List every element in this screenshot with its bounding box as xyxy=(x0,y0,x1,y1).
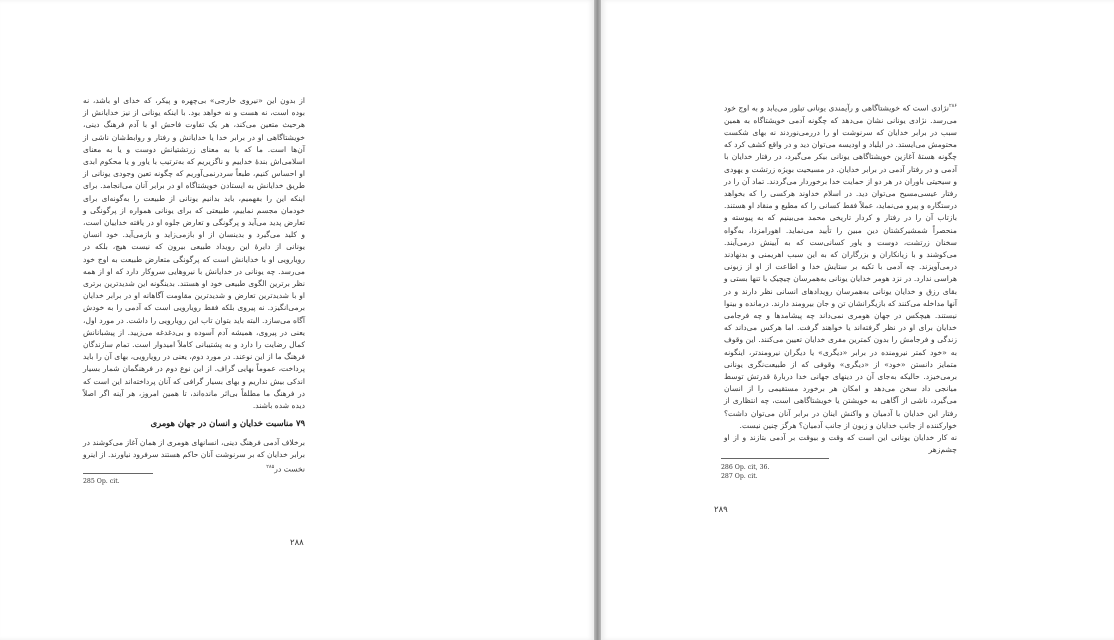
footnote-divider-right xyxy=(721,458,829,459)
footnote-287: 287 Op. cit. xyxy=(721,473,758,480)
footnote-ref-285: ۲۸۵ xyxy=(266,464,275,471)
right-paragraph-last-line: نه کار خدایان یونانی این است که وقت و بیوقت بر آدمی بتازند و از او چشم‌زهر xyxy=(724,433,957,455)
left-paragraph-1-text: از بدون این «نیروی خارجی» بی‌چهره و پیکر، که خدای او باشد، نه بوده است، نه هست و نه خواهد بود. با اینکه یونانی از نیز خدایانش از هرحیث متعین می‌کند، هر یک تفاوت فاحش او با آدم فرهنگ دینی، خویشتاگاهی او در برابر خدا یا خدایانش و رفتار و روابط‌شان ناشی از آن‌ها است. ما که با به معنای زرتشتیانش دوست و یا به معنای اسلامی‌اش بندهٔ خداییم و ناگزیریم که به‌ترتیب با یاور و یا محکوم ابدی او احساس کنیم، طبعاً سردرنمی‌آوریم که چگونه تعین وجودی یونانی از طریق خدایانش به ایستادن خویشتاگاه او در برابر آنان می‌انجامد. برای اینکه این را بفهمیم، باید بدانیم یونانی از طبیعت را به‌گونه‌ای برای خودمان مجسم نماییم، طبیعتی که برای یونانی همواره از پرگونگی و تعارض پدید می‌آید و پرگونگی و تعارض جلوه او در یافته خداییان است، و کلید می‌گیرد و بدینسان از او بازمی‌زاید و بازمی‌آید. خود انسان یونانی از دایرهٔ این رویداد طبیعی بیرون که نیست هیچ، بلکه در رویارویی او با خدایانش است که پرگونگی متعارض طبیعت به اوج خود می‌رسد. چه یونانی در خدایانش با نیروهایی سروکار دارد که او از همه نظر برترین الگوی طبیعی خود او هستند. بدینگونه این شدیدترین برتری او با شدیدترین تعارض و شدیدترین مقاومت آگاهانه او در برابر خدایان برمی‌انگیزد. نه پیروی بلکه فقط رویارویی است که آدمی را به خودش آگاه می‌سازد. البته باید بتوان تاب این رویارویی را داشت. در مورد اول، یعنی در پیروی، همیشه آدم آسوده و بی‌دغدغه می‌زیید. از پیشبانانش کمال رضایت را دارد و به پشتیبانی کاملاً امیدوار است. تمام سازندگان فرهنگ ما از این نوعند. در مورد دوم، یعنی در رویارویی، بهای آن را باید پرداخت، عموماً بهایی گراف. از این نوع دوم در فرهنگمان شمار بسیار اندکی بیش نداریم و بهای بسیار گرافی که آنان پرداخته‌اند این است که در فرهنگ ما مطلقاً بی‌اثر مانده‌اند، تا همین امروز، هر آینه اگر اصلاً دیده شده باشند. xyxy=(83,96,305,411)
section-heading: ۷۹ مناسبت خدایان و انسان در جهان هومری xyxy=(150,418,305,428)
book-gutter xyxy=(594,0,601,640)
right-paragraph-text: $^{۲۸۶}$نژادی است که خویشتاگاهی و رآیمندی یونانی تبلور می‌یابد و به اوج خود می‌رسد. نژادی یونانی نشان می‌دهد که چگونه آدمی خویشتاگاه به همین سبب در برابر خدایان که سرنوشت او را دررمی‌نوردند نه بهای شکست محتومش می‌ایستد. در ایلیاد و اودیسه می‌توان دید و در واقع کشف کرد که چگونه هستهٔ آغازین خویشتاگاهی یونانی بیکر می‌گیرد، در رفتار خدایان با آدمی و در رفتار آدمی در برابر خدایان. در مسیحیت بویژه زرتشت و یهودی و سیحیتی باوران در هر دو از حمایت خدا برخوردار می‌گردند. تماد آن را در رفتار عیسی‌مسیح می‌توان دید. در اسلام خداوند هرکسی را که بخواهد درستگاره و پیرو می‌نماید، عملاً فقط کسانی را که مطیع و منقاد او هستند. بازتاب آن را در رفتار و کردار تاریخی محمد می‌بینیم که به پیوسته و منحصراً شمشیرکشتان دین مبین را تأیید می‌نماید. اهورامزدا، به‌گواه سخنان زرتشت، دوست و یاور کسانی‌ست که به آیینش درمی‌آیند. می‌کوشند و با زیانکاران و بزرگاران که به این سبب اهریمنی و بدنهادند درمی‌آویزند. چه آدمی با تکیه بر ستایش خدا و اطاعت از او از زبونی هراسی ندارد. در نزد هومر خدایان یونانی به‌همرسان چیچیک با تنها بستی و بقای رزق و خدایان یونانی به‌همرسان رویدادهای انسانی نظر دارند و در آنها مداخله می‌کنند که بازیگرانشان تن و جان بیرومند دارند. درمانده و بینوا نیستند. هیچکس در جهان هومری نمی‌داند چه پیشامدها و چه فرجامی خدایان برای او در نظر گرفته‌اند یا خواهند گرفت. اما هرکس می‌داند که زندگی و فرجامش را بدون کمترین مفری خدایان تعیین می‌کنند. این وقوف به «خود کمتر نیرومنده در برابر «دیگری» یا دیگران نیرومندتر، اینگونه متمایز دانستن «خود» از «دیگری» وقوفی که از طبیعت‌نگری یونانی برمی‌خیزد. حالیکه به‌جای آن در دینهای جهانی خدا دربارهٔ قدرتش توسط میانجی داد سخن می‌دهد و امکان هر برخورد مستقیمی را از انسان می‌گیرد، ناشی از آگاهی به خویشتن یا خویشتاگاهی است، چه انتظاری از رفتار این خدایان با آدمیان و واکنش اینان در برابر آنان می‌توان داشت؟ خوارکننده از جانب خدایان و زبون از جانب آدمیان؟ هرگز چنین نیست. xyxy=(724,103,957,430)
footnote-divider xyxy=(83,473,153,474)
right-page-paragraph xyxy=(724,100,957,456)
left-page-paragraph-2 xyxy=(83,437,305,476)
left-paragraph-2-text: برخلاف آدمی فرهنگ دینی، انسانهای هومری از همان آغاز می‌کوشند در برابر خدایان که بر سرنوشت آنان حاکم هستند سرفرود نیاورند. از اینرو نخست در$^{۲۸۵}$ xyxy=(83,438,305,474)
page-number-left: ۲۸۸ xyxy=(290,538,304,548)
right-page xyxy=(601,0,1114,640)
left-page-paragraph-1 xyxy=(83,95,305,412)
footnote-285: 285 Op. cit. xyxy=(83,478,120,485)
footnote-ref-286: ۲۸۶ xyxy=(948,103,957,109)
footnote-286: 286 Op. cit, 36. xyxy=(721,464,770,471)
page-number-right: ۲۸۹ xyxy=(714,505,728,515)
